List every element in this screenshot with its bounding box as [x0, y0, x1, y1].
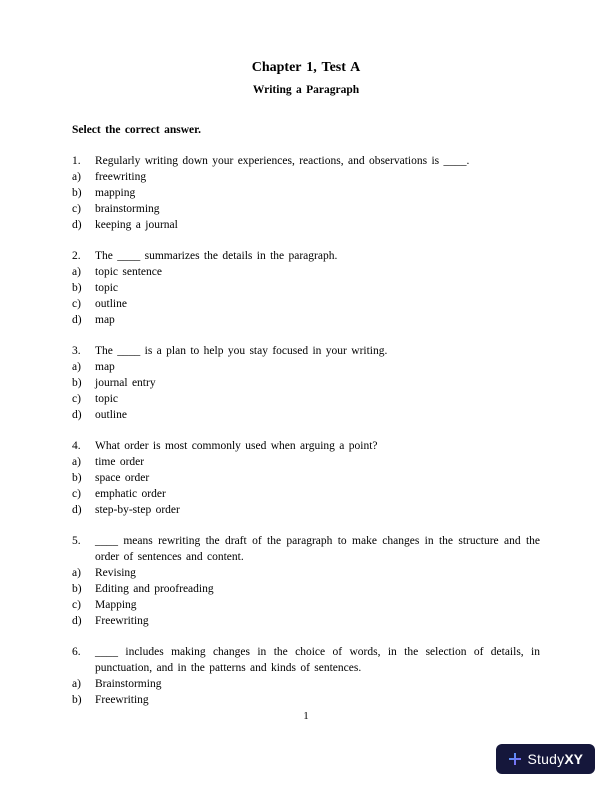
option-row [72, 391, 540, 407]
instruction-text: Select the correct answer. [72, 124, 202, 136]
option-letter: c) [72, 488, 81, 500]
question-line [72, 153, 540, 169]
question-number: 6. [72, 646, 81, 658]
option-text: space order [95, 472, 150, 484]
option-row [72, 454, 540, 470]
option-letter: d) [72, 314, 82, 326]
option-row [72, 502, 540, 518]
option-text: topic [95, 393, 118, 405]
option-letter: b) [72, 583, 82, 595]
option-text: Mapping [95, 599, 137, 611]
option-letter: d) [72, 409, 82, 421]
option-row [72, 264, 540, 280]
option-letter: a) [72, 171, 81, 183]
option-letter: c) [72, 298, 81, 310]
option-text: outline [95, 298, 127, 310]
question-text: ____ means rewriting the draft of the paragraph to make changes in the structure and the order of sentences and content. [95, 535, 540, 563]
option-letter: d) [72, 615, 82, 627]
question-number: 5. [72, 535, 81, 547]
option-text: map [95, 361, 115, 373]
question-line [72, 248, 540, 264]
option-row [72, 676, 540, 692]
option-row [72, 470, 540, 486]
option-text: emphatic order [95, 488, 166, 500]
option-letter: c) [72, 203, 81, 215]
page-number: 1 [303, 710, 309, 722]
option-text: keeping a journal [95, 219, 178, 231]
question-line [72, 343, 540, 359]
option-text: topic [95, 282, 118, 294]
option-text: step-by-step order [95, 504, 180, 516]
option-row [72, 565, 540, 581]
option-row [72, 169, 540, 185]
option-row [72, 407, 540, 423]
option-text: outline [95, 409, 127, 421]
question-text: Regularly writing down your experiences, reactions, and observations is ____. [95, 155, 470, 167]
option-letter: c) [72, 393, 81, 405]
question-1 [72, 153, 540, 233]
option-letter: a) [72, 361, 81, 373]
option-text: topic sentence [95, 266, 162, 278]
question-line [72, 533, 540, 565]
option-row [72, 375, 540, 391]
question-number: 3. [72, 345, 81, 357]
question-3 [72, 343, 540, 423]
logo-text-xy: XY [564, 751, 583, 767]
question-line [72, 644, 540, 676]
option-letter: b) [72, 377, 82, 389]
logo-text-study: Study [527, 751, 565, 767]
option-letter: d) [72, 504, 82, 516]
question-number: 4. [72, 440, 81, 452]
option-row [72, 581, 540, 597]
question-number: 1. [72, 155, 81, 167]
option-letter: b) [72, 694, 82, 706]
option-row [72, 486, 540, 502]
option-letter: a) [72, 456, 81, 468]
option-text: mapping [95, 187, 136, 199]
option-letter: c) [72, 599, 81, 611]
option-text: Freewriting [95, 694, 149, 706]
page-title: Chapter 1, Test A [251, 60, 361, 75]
option-text: Brainstorming [95, 678, 162, 690]
question-4 [72, 438, 540, 518]
option-letter: a) [72, 266, 81, 278]
question-5 [72, 533, 540, 629]
option-row [72, 217, 540, 233]
option-text: brainstorming [95, 203, 160, 215]
option-text: map [95, 314, 115, 326]
option-row [72, 613, 540, 629]
page-subtitle: Writing a Paragraph [252, 84, 360, 96]
option-text: journal entry [95, 377, 156, 389]
option-row [72, 359, 540, 375]
plus-icon [508, 752, 522, 766]
option-text: time order [95, 456, 145, 468]
question-2 [72, 248, 540, 328]
option-row [72, 280, 540, 296]
option-letter: b) [72, 282, 82, 294]
option-letter: b) [72, 472, 82, 484]
option-text: Freewriting [95, 615, 149, 627]
option-row [72, 692, 540, 708]
question-number: 2. [72, 250, 81, 262]
question-text: ____ includes making changes in the choice of words, in the selection of details, in punctuation, and in the patterns and kinds of sentences. [95, 646, 540, 674]
option-text: freewriting [95, 171, 147, 183]
question-text: What order is most commonly used when arguing a point? [95, 440, 378, 452]
question-6 [72, 644, 540, 708]
option-letter: d) [72, 219, 82, 231]
option-text: Editing and proofreading [95, 583, 214, 595]
option-text: Revising [95, 567, 136, 579]
option-letter: a) [72, 678, 81, 690]
question-text: The ____ is a plan to help you stay focused in your writing. [95, 345, 388, 357]
question-text: The ____ summarizes the details in the paragraph. [95, 250, 338, 262]
option-letter: b) [72, 187, 82, 199]
question-line [72, 438, 540, 454]
studyxy-logo [496, 744, 596, 774]
option-row [72, 312, 540, 328]
option-row [72, 201, 540, 217]
option-row [72, 185, 540, 201]
option-letter: a) [72, 567, 81, 579]
option-row [72, 296, 540, 312]
option-row [72, 597, 540, 613]
